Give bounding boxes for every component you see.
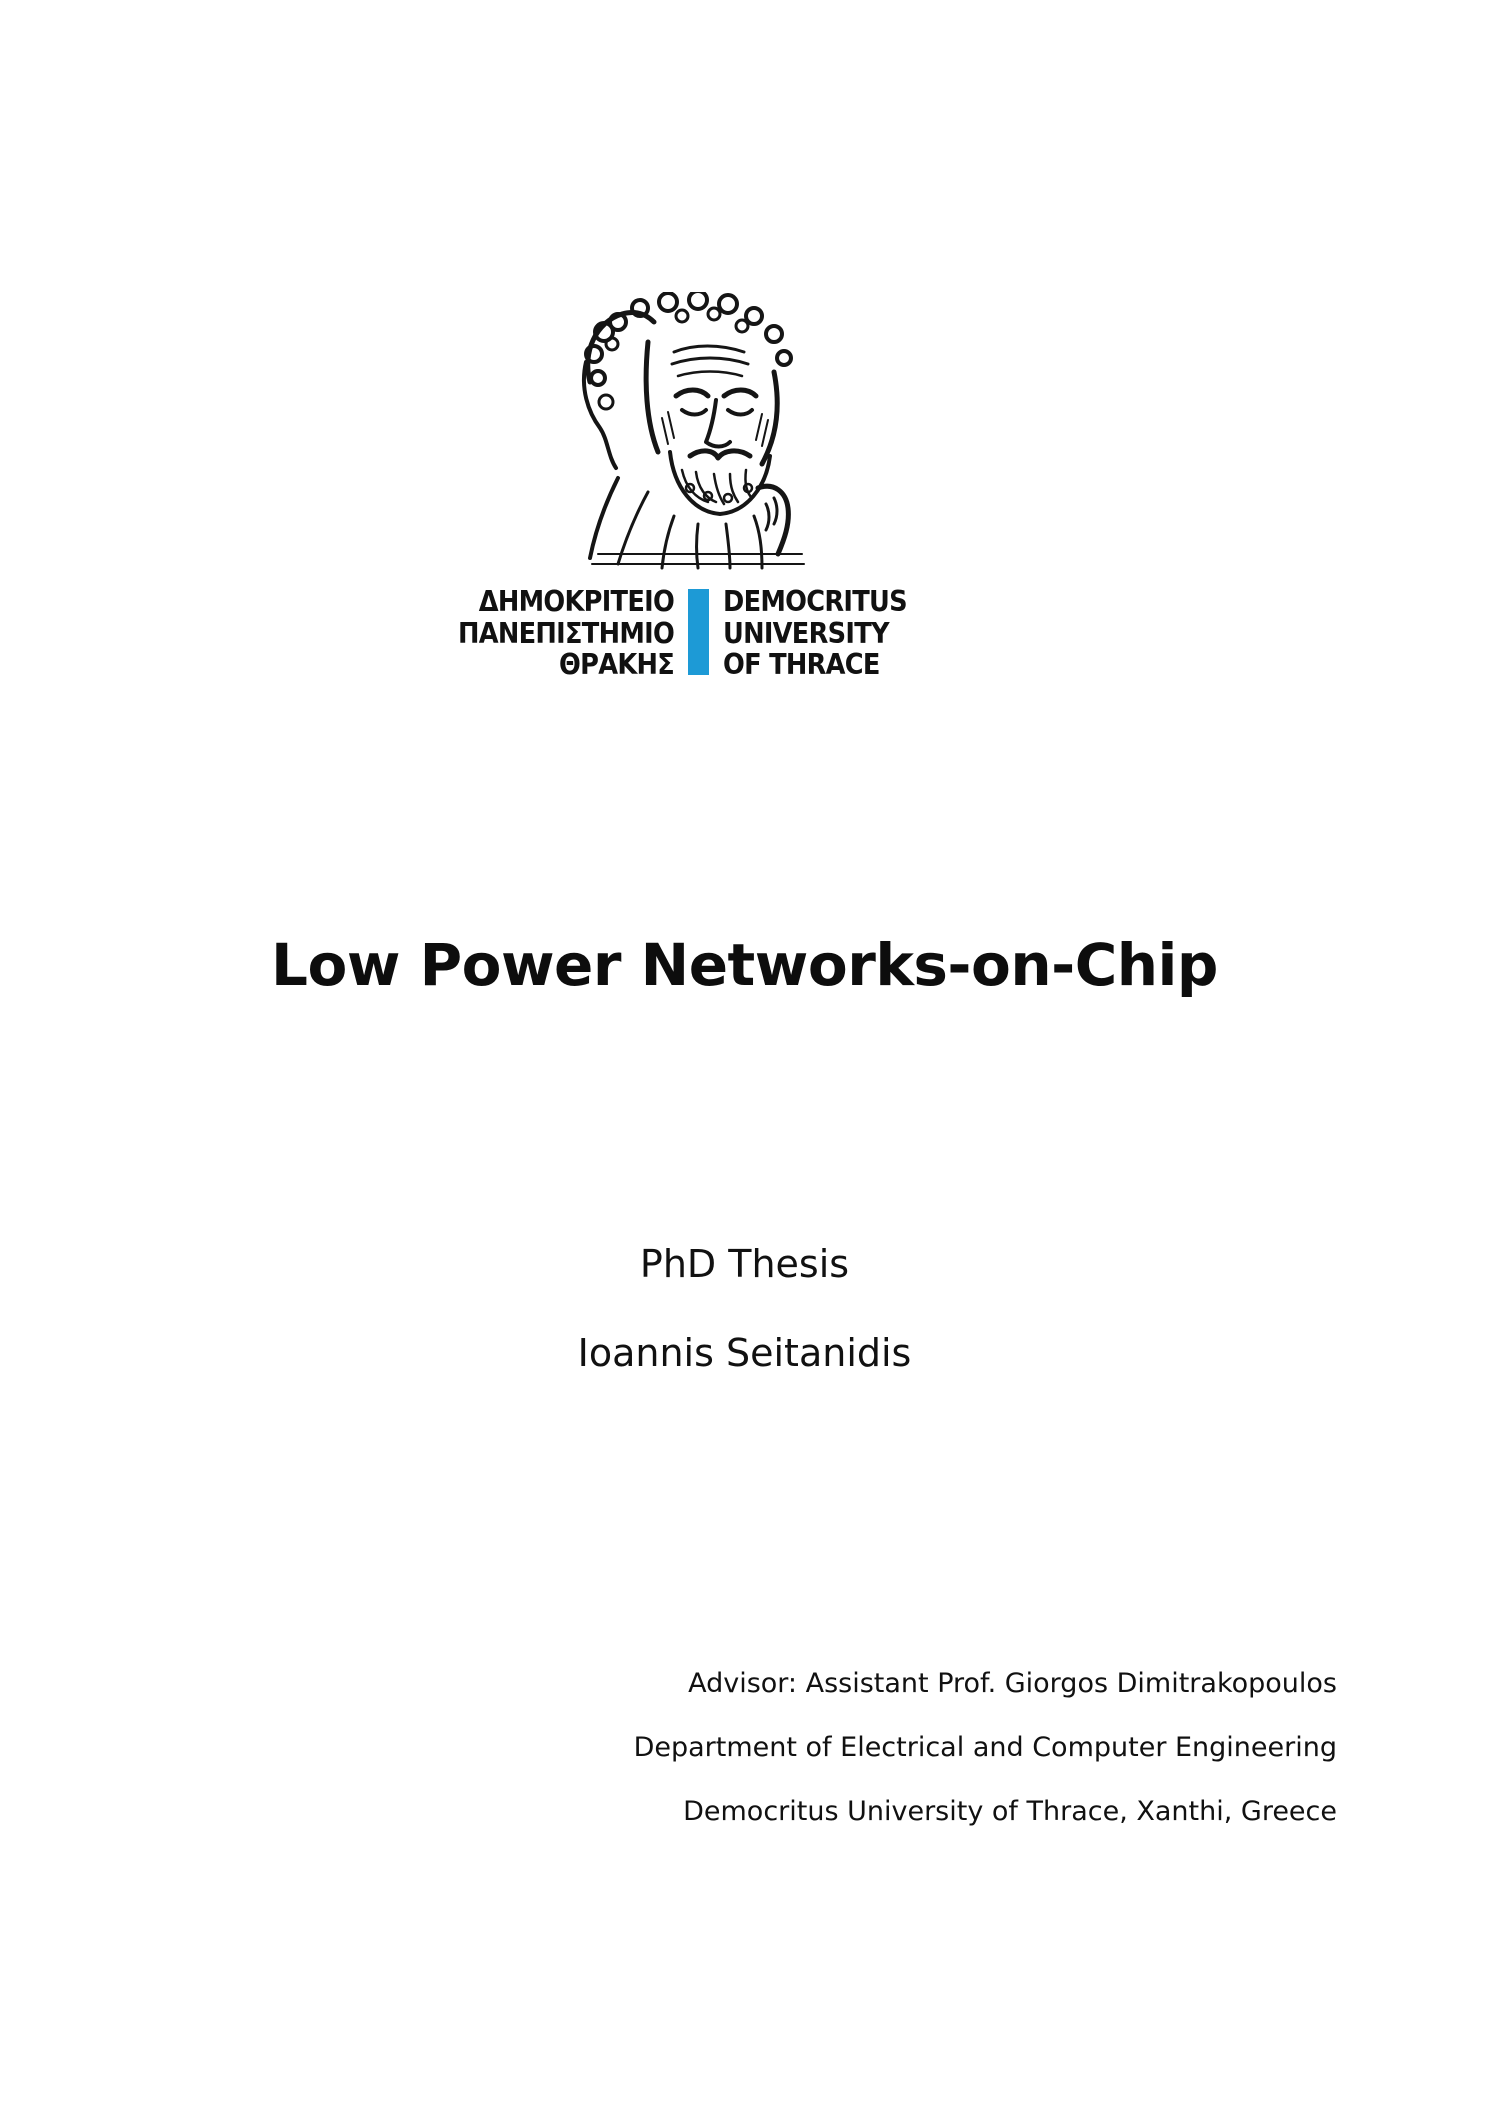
logo-accent-bar: [688, 589, 709, 675]
logo-greek-line: ΠΑΝΕΠΙΣΤΗΜΙΟ: [457, 616, 674, 650]
university-line: Democritus University of Thrace, Xanthi, Greece: [683, 1796, 1337, 1827]
author-name: Ioannis Seitanidis: [577, 1331, 912, 1375]
logo-english-line: DEMOCRITUS: [723, 585, 907, 618]
logo-greek-name: [458, 586, 674, 681]
logo-english-line: OF THRACE: [723, 648, 880, 681]
logo-greek-line: ΔΗΜΟΚΡΙΤΕΙΟ: [478, 585, 674, 618]
thesis-type: PhD Thesis: [639, 1242, 850, 1286]
democritus-portrait-icon: [578, 292, 808, 570]
logo-english-line: UNIVERSITY: [723, 616, 889, 650]
thesis-title: Low Power Networks-on-Chip: [271, 931, 1218, 999]
advisor-line: Advisor: Assistant Prof. Giorgos Dimitrakopoulos: [688, 1668, 1337, 1699]
university-logo-wordmark: [0, 586, 1489, 682]
logo-greek-line: ΘΡΑΚΗΣ: [558, 648, 674, 681]
department-line: Department of Electrical and Computer Engineering: [633, 1732, 1337, 1763]
logo-english-name: [723, 586, 907, 681]
